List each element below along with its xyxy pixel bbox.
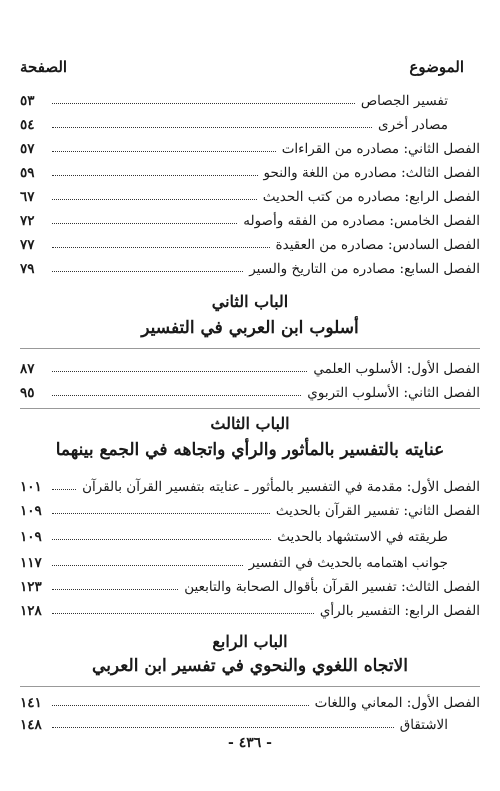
leader-dots bbox=[52, 539, 271, 540]
section-divider bbox=[20, 686, 480, 687]
leader-dots bbox=[52, 489, 76, 490]
toc-entry bbox=[20, 160, 480, 182]
toc-entry bbox=[20, 498, 480, 520]
entry-page: ١٢٨ bbox=[20, 603, 42, 619]
entry-page: ٦٧ bbox=[20, 189, 35, 205]
entry-title: تفسير الجصاص bbox=[360, 93, 448, 109]
leader-dots bbox=[52, 589, 178, 590]
toc-entry bbox=[20, 184, 480, 206]
section-divider bbox=[20, 348, 480, 349]
leader-dots bbox=[52, 705, 309, 706]
entry-chapter: الفصل الأول bbox=[411, 479, 480, 495]
entry-title: : التفسير بالرأي bbox=[319, 603, 410, 619]
toc-entry bbox=[20, 474, 480, 496]
leader-dots bbox=[52, 199, 257, 200]
part-subtitle: أسلوب ابن العربي في التفسير bbox=[141, 318, 359, 338]
toc-entry bbox=[20, 574, 480, 596]
part-title: الباب الثاني bbox=[211, 292, 289, 311]
entry-chapter: الفصل الخامس bbox=[393, 213, 480, 229]
part-subtitle: عنايته بالتفسير بالمأثور والرأي واتجاهه في الجمع بينهما bbox=[55, 440, 445, 460]
entry-title: : تفسير القرآن بأقوال الصحابة والتابعين bbox=[184, 579, 406, 595]
entry-title: : مقدمة في التفسير بالمأثور ـ عنايته بتفسير القرآن بالقرآن bbox=[82, 479, 412, 495]
entry-chapter: الفصل الرابع bbox=[409, 603, 480, 619]
entry-page: ١٠١ bbox=[20, 479, 42, 495]
entry-page: ١٠٩ bbox=[20, 529, 42, 545]
toc-entry bbox=[20, 690, 480, 712]
entry-page: ١٤١ bbox=[20, 695, 42, 711]
entry-chapter: الفصل الثاني bbox=[408, 141, 480, 157]
leader-dots bbox=[52, 247, 270, 248]
entry-page: ٩٥ bbox=[20, 385, 35, 401]
entry-page: ٥٧ bbox=[20, 141, 35, 157]
entry-title: : تفسير القرآن بالحديث bbox=[275, 503, 409, 519]
entry-page: ٥٩ bbox=[20, 165, 35, 181]
entry-chapter: الفصل السادس bbox=[392, 237, 480, 253]
leader-dots bbox=[52, 513, 270, 514]
subject-column-label: الموضوع bbox=[409, 58, 464, 76]
entry-chapter: الفصل الأول bbox=[411, 695, 480, 711]
leader-dots bbox=[52, 271, 243, 272]
toc-entry bbox=[20, 88, 480, 110]
page-number-footer: - ٤٣٦ - bbox=[228, 735, 272, 751]
toc-header bbox=[20, 58, 480, 82]
part-title: الباب الرابع bbox=[212, 632, 288, 651]
entry-page: ٧٧ bbox=[20, 237, 35, 253]
entry-title: : مصادره من الفقه وأصوله bbox=[243, 213, 394, 229]
toc-entry bbox=[20, 112, 480, 134]
entry-page: ٥٤ bbox=[20, 117, 35, 133]
leader-dots bbox=[52, 103, 355, 104]
leader-dots bbox=[52, 565, 243, 566]
toc-entry bbox=[20, 356, 480, 378]
entry-title: : الأسلوب العلمي bbox=[313, 361, 412, 377]
section-divider bbox=[20, 408, 480, 409]
part-title: الباب الثالث bbox=[210, 414, 290, 433]
entry-page: ٥٣ bbox=[20, 93, 35, 109]
entry-page: ١١٧ bbox=[20, 555, 42, 571]
entry-title: مصادر أخرى bbox=[378, 117, 448, 133]
leader-dots bbox=[52, 151, 276, 152]
toc-entry bbox=[20, 712, 480, 734]
page-column-label: الصفحة bbox=[20, 58, 68, 76]
entry-title: : مصادره من التاريخ والسير bbox=[249, 261, 405, 277]
entry-title: : المعاني واللغات bbox=[314, 695, 412, 711]
leader-dots bbox=[52, 727, 394, 728]
entry-page: ٧٩ bbox=[20, 261, 35, 277]
leader-dots bbox=[52, 371, 307, 372]
toc-entry bbox=[20, 208, 480, 230]
entry-page: ٧٢ bbox=[20, 213, 35, 229]
entry-page: ٨٧ bbox=[20, 361, 35, 377]
toc-entry bbox=[20, 136, 480, 158]
entry-chapter: الفصل الرابع bbox=[409, 189, 480, 205]
entry-title: الاشتقاق bbox=[399, 717, 448, 733]
toc-entry bbox=[20, 380, 480, 402]
leader-dots bbox=[52, 127, 372, 128]
entry-title: : مصادره من اللغة والنحو bbox=[263, 165, 406, 181]
entry-title: : الأسلوب التربوي bbox=[307, 385, 409, 401]
entry-page: ١٠٩ bbox=[20, 503, 42, 519]
entry-chapter: الفصل الثاني bbox=[408, 385, 480, 401]
entry-chapter: الفصل الأول bbox=[411, 361, 480, 377]
entry-chapter: الفصل الثاني bbox=[408, 503, 480, 519]
toc-entry bbox=[20, 550, 480, 572]
entry-chapter: الفصل السابع bbox=[404, 261, 480, 277]
leader-dots bbox=[52, 175, 258, 176]
entry-page: ١٤٨ bbox=[20, 717, 42, 733]
entry-title: طريقته في الاستشهاد بالحديث bbox=[277, 529, 448, 545]
leader-dots bbox=[52, 395, 301, 396]
entry-title: : مصادره من العقيدة bbox=[275, 237, 393, 253]
leader-dots bbox=[52, 613, 314, 614]
toc-entry bbox=[20, 524, 480, 546]
part-subtitle: الاتجاه اللغوي والنحوي في تفسير ابن العربي bbox=[92, 656, 408, 676]
toc-entry bbox=[20, 232, 480, 254]
toc-entry bbox=[20, 256, 480, 278]
entry-page: ١٢٣ bbox=[20, 579, 42, 595]
leader-dots bbox=[52, 223, 237, 224]
entry-chapter: الفصل الثالث bbox=[405, 165, 480, 181]
toc-entry bbox=[20, 598, 480, 620]
entry-title: : مصادره من كتب الحديث bbox=[262, 189, 410, 205]
entry-chapter: الفصل الثالث bbox=[405, 579, 480, 595]
entry-title: جوانب اهتمامه بالحديث في التفسير bbox=[248, 555, 448, 571]
entry-title: : مصادره من القراءات bbox=[281, 141, 409, 157]
